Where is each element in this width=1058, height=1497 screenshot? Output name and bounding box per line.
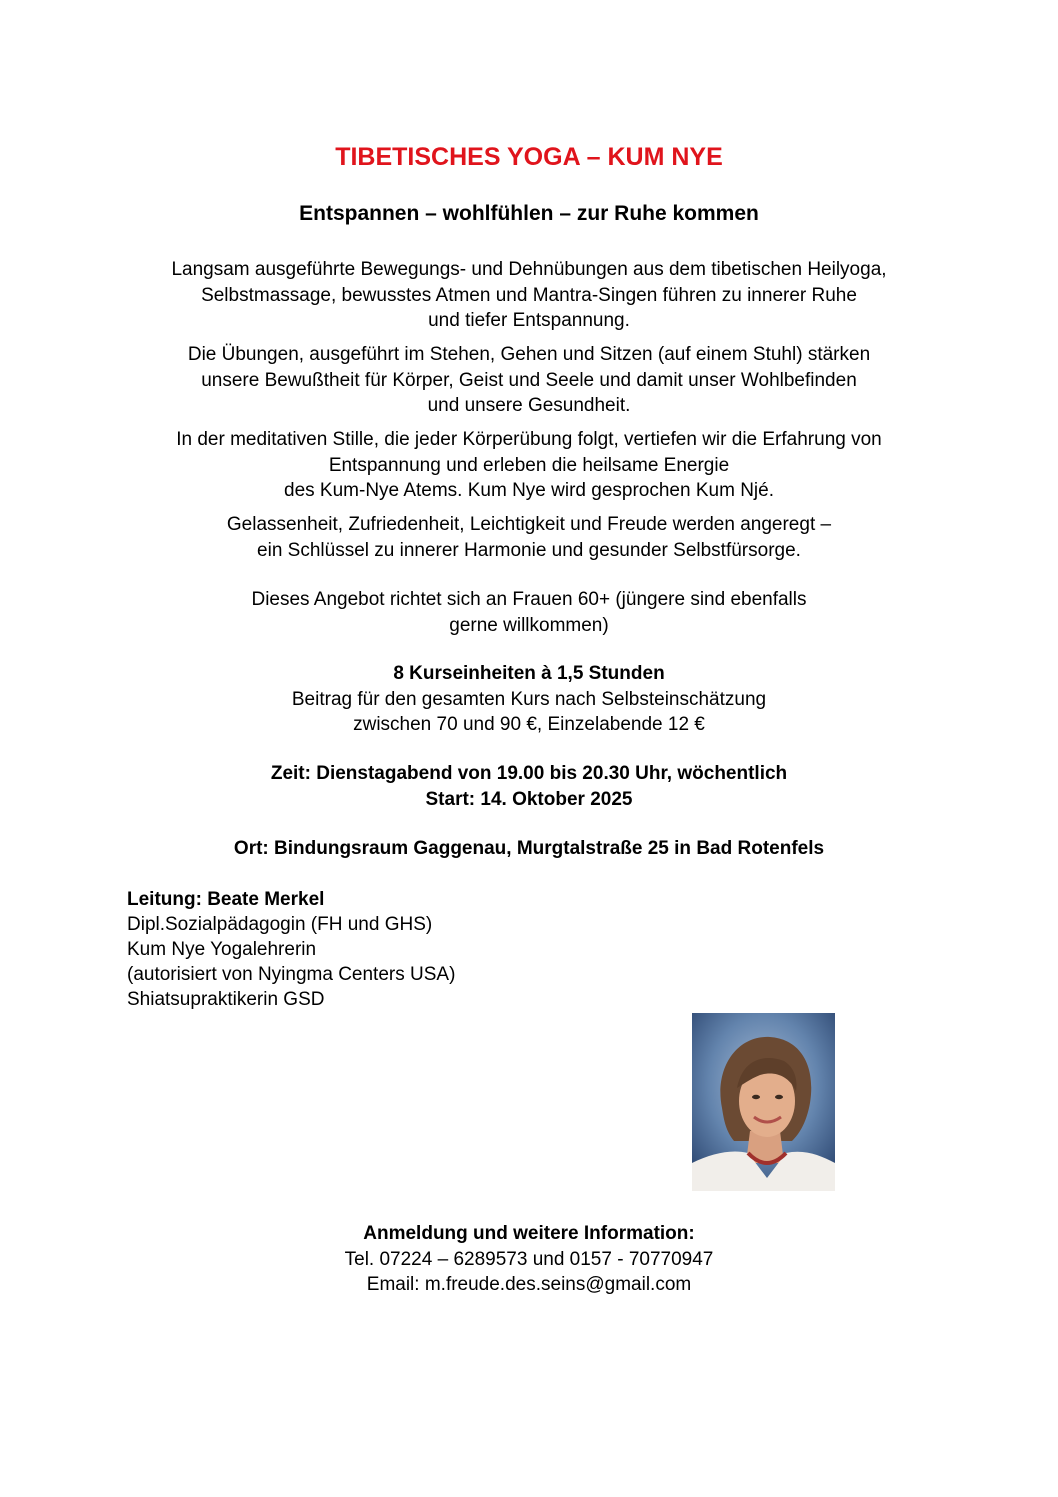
page-title: TIBETISCHES YOGA – KUM NYE [335, 143, 723, 171]
course-fee-line: Beitrag für den gesamten Kurs nach Selbsteinschätzung [291, 688, 767, 710]
text-line: ein Schlüssel zu innerer Harmonie und gesunder Selbstfürsorge. [257, 539, 801, 561]
course-info [0, 661, 1058, 738]
text-line: Dieses Angebot richtet sich an Frauen 60+ (jüngere sind ebenfalls [251, 589, 807, 610]
course-units: 8 Kurseinheiten à 1,5 Stunden [393, 663, 665, 684]
course-fee-line: zwischen 70 und 90 €, Einzelabende 12 € [353, 714, 705, 735]
paragraph-meditation [0, 427, 1058, 504]
leader-qualification: Shiatsupraktikerin GSD [127, 989, 325, 1010]
leader-photo [692, 1013, 835, 1191]
schedule-info [0, 761, 1058, 812]
paragraph-audience [0, 587, 1058, 638]
text-line: Langsam ausgeführte Bewegungs- und Dehnübungen aus dem tibetischen Heilyoga, [171, 259, 887, 280]
text-line: des Kum-Nye Atems. Kum Nye wird gesprochen Kum Njé. [284, 480, 774, 501]
text-line: Gelassenheit, Zufriedenheit, Leichtigkeit und Freude werden angeregt – [226, 514, 832, 535]
leader-info [127, 887, 455, 1012]
text-line: Selbstmassage, bewusstes Atmen und Mantra-Singen führen zu innerer Ruhe [201, 284, 857, 306]
paragraph-intro [0, 257, 1058, 334]
text-line: Entspannung und erleben die heilsame Energie [328, 454, 730, 476]
leader-qualification: Kum Nye Yogalehrerin [127, 939, 317, 960]
text-line: und tiefer Entspannung. [428, 310, 630, 331]
leader-qualification: Dipl.Sozialpädagogin (FH und GHS) [127, 914, 433, 935]
text-line: gerne willkommen) [449, 614, 609, 636]
schedule-time: Zeit: Dienstagabend von 19.00 bis 20.30 Uhr, wöchentlich [270, 763, 788, 784]
text-line: Die Übungen, ausgeführt im Stehen, Gehen und Sitzen (auf einem Stuhl) stärken [187, 344, 871, 365]
paragraph-benefits [0, 512, 1058, 563]
schedule-start: Start: 14. Oktober 2025 [425, 788, 633, 810]
contact-heading: Anmeldung und weitere Information: [363, 1223, 695, 1244]
contact-info [0, 1221, 1058, 1298]
contact-phone: Tel. 07224 – 6289573 und 0157 - 70770947 [344, 1248, 714, 1270]
contact-email: Email: m.freude.des.seins@gmail.com [366, 1274, 692, 1295]
text-line: In der meditativen Stille, die jeder Körperübung folgt, vertiefen wir die Erfahrung von [176, 429, 882, 450]
page-subtitle: Entspannen – wohlfühlen – zur Ruhe kommen [299, 202, 759, 225]
location-text: Ort: Bindungsraum Gaggenau, Murgtalstraße 25 in Bad Rotenfels [233, 838, 825, 859]
leader-heading: Leitung: Beate Merkel [127, 889, 325, 910]
paragraph-exercises [0, 342, 1058, 419]
text-line: unsere Bewußtheit für Körper, Geist und Seele und damit unser Wohlbefinden [201, 369, 857, 391]
leader-qualification: (autorisiert von Nyingma Centers USA) [127, 964, 456, 985]
location-info [0, 836, 1058, 862]
portrait-illustration [692, 1013, 835, 1191]
text-line: und unsere Gesundheit. [427, 395, 631, 416]
